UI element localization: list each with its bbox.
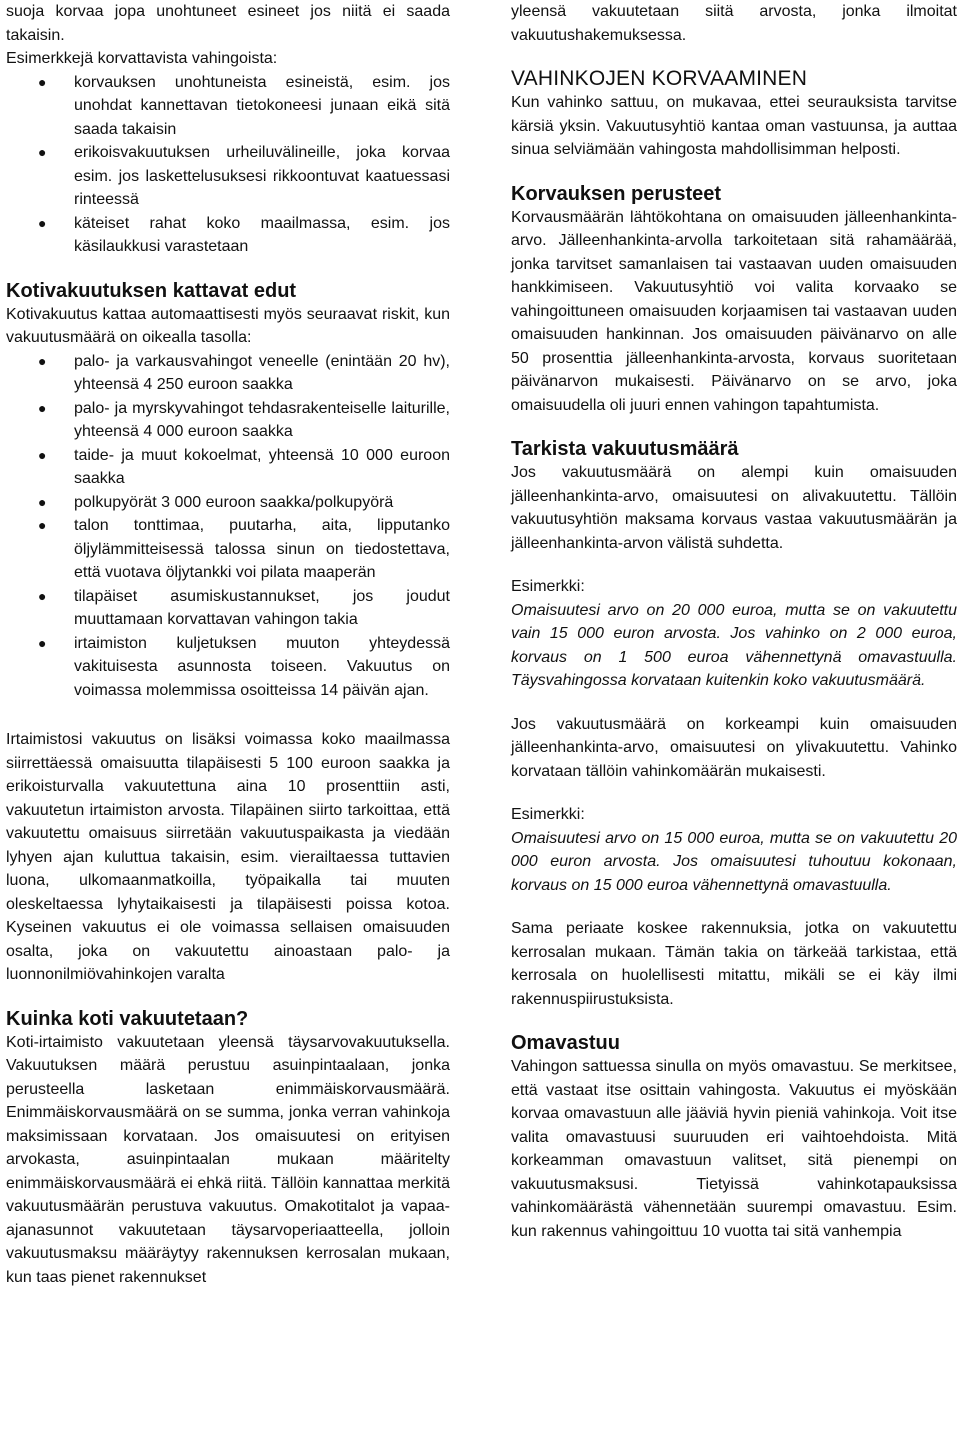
claims-heading: VAHINKOJEN KORVAAMINEN (511, 67, 808, 90)
bullet-icon: ● (38, 634, 47, 651)
basis-heading: Korvauksen perusteet (511, 182, 722, 205)
example-label: Esimerkki: (511, 806, 585, 823)
bullet-icon: ● (38, 517, 47, 533)
list-item: ● talon tonttimaa, puutarha, aita, lipputanko öljylämmitteisessä talossa sinun on tiedostettava, että vuotava öljytankki voi pilata maaperän (6, 514, 450, 585)
bullet-icon: ● (38, 144, 47, 160)
examples-list (6, 71, 450, 259)
building-text: Sama periaate koskee rakennuksia, jotka on vakuutettu kerrosalan mukaan. Tämän takia on tärkeää tarkistaa, että kerrosala on huolellisesti mitattu, mikäli se ei käy ilmi rakennuspiirustuksista. (511, 920, 957, 1008)
intro-text: suoja korvaa jopa unohtuneet esineet jos niitä ei saada takaisin. (6, 3, 450, 44)
example-text: Omaisuutesi arvo on 15 000 euroa, mutta se on vakuutettu 20 000 euron arvosta. Jos omaisuutesi tuhoutuu kokonaan, korvaus on 15 000 euroa vähennettynä omavastuulla. (511, 829, 957, 894)
coverage-intro: Kotivakuutus kattaa automaattisesti myös seuraavat riskit, kun vakuutusmäärä on oikealla tasolla: (6, 305, 450, 346)
basis-text: Korvausmäärän lähtökohtana on omaisuuden jälleenhankinta-arvo. Jälleenhankinta-arvolla tarkoitetaan sitä rahamäärää, jonka tarvitset samanlaisen tai vastaavan uuden omaisuuden hankkimiseen. Vakuutusyhtiö voi valita korvaako se vahingoittuneen omaisuuden korjaamisen tai vastaavan uuden omaisuuden hankinnan. Jos omaisuuden päivänarvo on alle 50 prosenttia jälleenhankinta-arvosta, korvaus suoritetaan päivänarvon mukaisesti. Päivänarvo on se arvo, joka omaisuudella oli juuri ennen vahingon tapahtumista. (511, 208, 957, 414)
over-insurance-text: Jos vakuutusmäärä on korkeampi kuin omaisuuden jälleenhankinta-arvo, omaisuutesi on ylivakuutettu. Vahinko korvataan tällöin vahinkomäärän mukaisesti. (511, 715, 957, 780)
bullet-icon: ● (38, 73, 47, 90)
list-item: ● irtaimiston kuljetuksen muuton yhteydessä vakituisesta asunnosta toiseen. Vakuutus on voimassa molemmissa osoitteissa 14 päivän ajan. (6, 632, 450, 703)
list-item: ● erikoisvakuutuksen urheiluvälineille, joka korvaa esim. jos laskettelusuksesi rikkoontuvat kaatuessasi rinteessä (6, 141, 450, 212)
deductible-heading: Omavastuu (511, 1032, 620, 1054)
bullet-icon: ● (38, 446, 47, 463)
check-text: Jos vakuutusmäärä on alempi kuin omaisuuden jälleenhankinta-arvo, omaisuutesi on alivakuutettu. Tällöin vakuutusyhtiön maksama korvaus vastaa vakuutusmäärän ja jälleenhankinta-arvon välistä suhdetta. (511, 464, 957, 552)
coverage-heading: Kotivakuutuksen kattavat edut (6, 279, 297, 302)
examples-intro: Esimerkkejä korvattavista vahingoista: (6, 50, 278, 67)
check-heading: Tarkista vakuutusmäärä (511, 438, 739, 460)
howto-text: Koti-irtaimisto vakuutetaan yleensä täysarvovakuutuksella. Vakuutuksen määrä perustuu asuinpintaalaan, jonka perusteella lasketaan enimmäiskorvausmäärä. Enimmäiskorvausmäärä on se summa, jonka verran vahinkoja maksimissaan korvataan. Jos omaisuutesi on erityisen arvokasta, asuinpintaalan mukaan määritelty enimmäiskorvausmäärä ei ehkä riitä. Tällöin kannattaa merkitä vakuutusmäärän perustuva vakuutus. Omakotitalot ja vapaa-ajanasunnot vakuutetaan täysarvoperiaatteella, jolloin vakuutusmaksu määräytyy rakennuksen kerrosalan mukaan, kun taas pienet rakennukset (6, 1033, 450, 1286)
howto-heading: Kuinka koti vakuutetaan? (6, 1007, 249, 1030)
list-item: ● palo- ja varkausvahingot veneelle (enintään 20 hv), yhteensä 4 250 euroon saakka (6, 350, 450, 397)
list-item: ● palo- ja myrskyvahingot tehdasrakenteiselle laiturille, yhteensä 4 000 euroon saakka (6, 397, 450, 444)
right-column (511, 0, 957, 1243)
list-item: ● korvauksen unohtuneista esineistä, esim. jos unohdat kannettavan tietokoneesi junaan eikä sitä saada takaisin (6, 71, 450, 142)
list-item: ● tilapäiset asumiskustannukset, jos joudut muuttamaan korvattavan vahingon takia (6, 585, 450, 632)
bullet-icon: ● (38, 399, 47, 416)
bullet-icon: ● (38, 587, 47, 604)
claims-text: Kun vahinko sattuu, on mukavaa, ettei seurauksista tarvitse kärsiä yksin. Vakuutusyhtiö kantaa oman vastuunsa, ja auttaa sinua selviämään vahingosta mahdollisimman helposti. (511, 94, 957, 158)
left-column (6, 0, 450, 1289)
bullet-icon: ● (38, 352, 47, 369)
movables-text: Irtaimistosi vakuutus on lisäksi voimassa koko maailmassa siirrettäessä omaisuutta tilapäisesti 5 100 euroon saakka ja erikoisturvalla vakuutettuna aina 10 prosenttiin asti, vakuutetun irtaimiston arvosta. Tilapäinen siirto tarkoittaa, että vakuutettu omaisuus siirretään vakuutuspaikasta ja viedään lyhyen ajan kuluttua takaisin, esim. vierailtaessa tuttavien luona, ulkomaanmatkoilla, työpaikalla tai muuten oleskeltaessa lyhytaikaisesti ja tilapäisesti poissa kotoa. Kyseinen vakuutus ei ole voimassa sellaisen omaisuuden osalta, joka on vakuutettu ainoastaan palo- ja luonnonilmiövahinkojen varalta (6, 731, 450, 983)
example-text: Omaisuutesi arvo on 20 000 euroa, mutta se on vakuutettu vain 15 000 euron arvosta. Jos vahinko on 2 000 euroa, korvaus on 1 500 euroa vähennettynä omavastuulla. Täysvahingossa korvataan kuitenkin koko vakuutusmäärä. (511, 601, 957, 689)
coverage-list (6, 350, 450, 703)
list-item: ● käteiset rahat koko maailmassa, esim. jos käsilaukkusi varastetaan (6, 212, 450, 259)
deductible-text: Vahingon sattuessa sinulla on myös omavastuu. Se merkitsee, että vastaat itse osittain vahingosta. Vakuutus ei myöskään korvaa omavastuun alle jääviä hyvin pieniä vahinkoja. Voit itse valita omavastuusi suuruuden eri vaihtoehdoista. Mitä korkeamman omavastuun valitset, sitä pienempi on vakuutusmaksusi. Tietyissä vahinkotapauksissa vahinkomäärästä vähennetään suurempi omavastuu. Esim. kun rakennus vahingoittuu 10 vuotta tai sitä vanhempia (511, 1058, 957, 1240)
continuation-text: yleensä vakuutetaan siitä arvosta, jonka ilmoitat vakuutushakemuksessa. (511, 3, 957, 44)
example-label: Esimerkki: (511, 578, 585, 595)
bullet-icon: ● (38, 493, 47, 510)
list-item: ● taide- ja muut kokoelmat, yhteensä 10 000 euroon saakka (6, 444, 450, 491)
list-item: ● polkupyörät 3 000 euroon saakka/polkupyörä (6, 491, 450, 515)
bullet-icon: ● (38, 214, 47, 231)
